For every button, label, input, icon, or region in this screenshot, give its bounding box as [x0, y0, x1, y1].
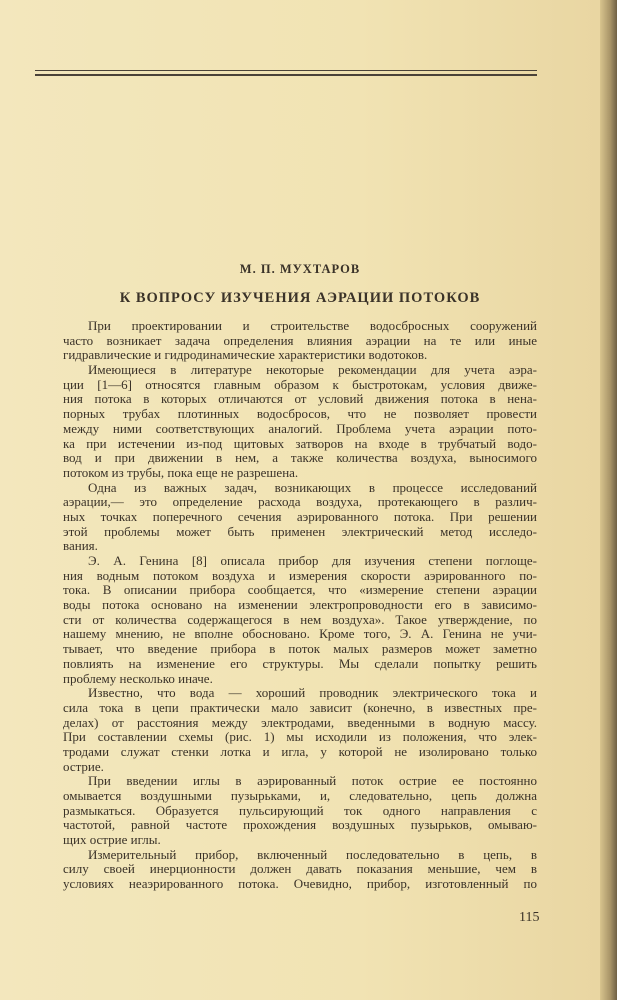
text-line: порных трубах плотинных водосбросов, что не позволяет провести	[63, 406, 537, 422]
page-edge	[600, 0, 617, 1000]
text-line: ка при истечении из-под щитовых затворов на входе в трубчатый водо-	[63, 435, 537, 451]
text-line: ния водным потоком воздуха и измерения скорости аэрированного по-	[63, 567, 537, 583]
article-body	[63, 319, 537, 892]
text-line: При введении иглы в аэрированный поток острие ее постоянно	[88, 773, 537, 789]
text-line: острие.	[63, 758, 104, 774]
text-line: Измерительный прибор, включенный последовательно в цепь, в	[88, 846, 537, 862]
text-line: омывается воздушными пузырьками, и, следовательно, цепь должна	[63, 788, 537, 803]
text-line: тока. В описании прибора сообщается, что «измерение степени аэрации	[63, 582, 537, 598]
text-line: гидравлические и гидродинамические характеристики водотоков.	[63, 347, 428, 363]
text-line: между ними соответствующих аналогий. Проблема учета аэрации пото-	[63, 420, 537, 436]
text-line: проблему несколько иначе.	[63, 670, 213, 686]
text-line: Э. А. Генина [8] описала прибор для изучения степени поглоще-	[88, 553, 537, 568]
text-line: этой проблемы может быть применен электрический метод исследо-	[63, 523, 537, 539]
text-line: потоком из трубы, пока еще не разрешена.	[63, 464, 299, 480]
text-line: Одна из важных задач, возникающих в процессе исследований	[88, 479, 537, 495]
text-line: размыкаться. Образуется пульсирующий ток одного направления с	[63, 802, 537, 818]
paragraph	[63, 686, 537, 774]
text-line: сила тока в цепи практически мало зависит (конечно, в известных пре-	[63, 699, 537, 715]
article-author: М. П. МУХТАРОВ	[239, 262, 361, 276]
text-line: часто возникает задача определения влияния аэрации на те или иные	[63, 332, 537, 348]
text-line: тродами служат стенки лотка и игла, у которой не изолировано только	[63, 743, 537, 759]
text-line: Имеющиеся в литературе некоторые рекомендации для учета аэра-	[88, 362, 537, 378]
header-rule-top	[35, 70, 537, 71]
paragraph	[63, 774, 537, 847]
text-line: тывает, что введение прибора в поток малых размеров может заметно	[63, 641, 537, 657]
text-line: аэрации,— это определение расхода воздуха, протекающего в различ-	[63, 494, 537, 510]
text-line: вания.	[63, 538, 98, 554]
header-rule-bottom	[35, 74, 537, 76]
paragraph	[63, 319, 537, 363]
text-line: силу своей инерционности должен давать показания меньшие, чем в	[63, 861, 537, 877]
text-line: ния потока в которых отличаются от условий движения потока в нена-	[63, 391, 537, 407]
text-line: вод и при движении в нем, а также количества воздуха, выносимого	[63, 450, 537, 466]
text-line: повлиять на изменение его структуры. Мы сделали попытку решить	[63, 655, 537, 671]
text-line: Известно, что вода — хороший проводник электрического тока и	[88, 685, 537, 701]
text-line: нашему мнению, не вполне обосновано. Кроме того, Э. А. Генина не учи-	[63, 626, 537, 642]
paragraph	[63, 481, 537, 554]
page-number: 115	[519, 910, 540, 925]
article-title: К ВОПРОСУ ИЗУЧЕНИЯ АЭРАЦИИ ПОТОКОВ	[119, 290, 481, 306]
text-line: ных точках поперечного сечения аэрированного потока. При решении	[63, 508, 537, 524]
text-line: ции [1—6] относятся главным образом к быстротокам, условия движе-	[63, 376, 537, 392]
text-line: сти от количества содержащегося в нем воздуха». Такое утверждение, по	[63, 611, 537, 627]
text-line: частотой, равной частоте прохождения воздушных пузырьков, омываю-	[63, 817, 537, 833]
paragraph	[63, 554, 537, 686]
text-line: делах) от расстояния между электродами, введенными в водную массу.	[63, 714, 537, 730]
text-line: щих острие иглы.	[63, 832, 161, 848]
text-line: При составлении схемы (рис. 1) мы исходили из положения, что элек-	[63, 729, 537, 745]
paragraph	[63, 848, 537, 892]
text-line: При проектировании и строительстве водосбросных сооружений	[88, 318, 537, 333]
text-line: воды потока основано на изменении электропроводности его в зависимо-	[63, 597, 537, 613]
text-line: условиях неаэрированного потока. Очевидно, прибор, изготовленный по	[63, 876, 537, 892]
paragraph	[63, 363, 537, 481]
